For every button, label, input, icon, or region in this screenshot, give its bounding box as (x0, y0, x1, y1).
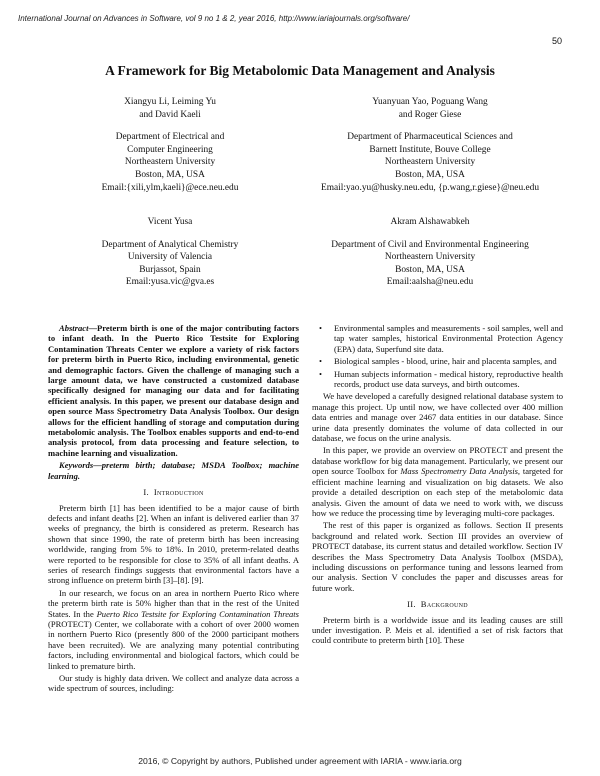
author-email: Email:yao.yu@husky.neu.edu, {p.wang,r.giese}@neu.edu (320, 182, 540, 193)
list-item: • Biological samples - blood, urine, hair and placenta samples, and (334, 356, 563, 366)
text-run: In this paper, we provide an overview on PROTECT and present the database workflow for big data management. Particularly, we present our open source Toolbox for (312, 445, 563, 477)
author-names: Akram Alshawabkeh (390, 217, 470, 227)
center-name-italic: Puerto Rico Testsite for Exploring Contamination Threats (96, 608, 299, 619)
paper-title: A Framework for Big Metabolomic Data Management and Analysis (105, 63, 495, 78)
right-paragraph-2 (312, 445, 563, 518)
abstract-label: Abstract (59, 323, 89, 333)
journal-header: International Journal on Advances in Software, vol 9 no 1 & 2, year 2016, http://www.iariajournals.org/software/ (18, 14, 410, 23)
keywords-label: Keywords (59, 460, 94, 471)
right-paragraph-3: The rest of this paper is organized as follows. Section II presents background and related work. Section III provides an overview of PROTECT database, its current status and detailed workflow. Section IV describes the Mass Spectrometry Data Analysis Toolbox (MSDA), including discussions on performance tuning and lessons learned from our analysis. Section V concludes the paper and discusses areas for future work. (312, 520, 563, 593)
section-number: I. (143, 487, 149, 498)
section-number: II. (407, 599, 416, 610)
author-names: Yuanyuan Yao, Poguang Wang (372, 97, 488, 107)
affiliation-line: Northeastern University (124, 157, 216, 168)
author-block-2 (270, 96, 590, 194)
keywords (48, 460, 299, 481)
author-block-4 (270, 216, 590, 289)
author-email: Email:aalsha@neu.edu (386, 277, 474, 288)
affiliation-line: Boston, MA, USA (395, 169, 465, 180)
affiliation-line: Department of Analytical Chemistry (101, 239, 239, 250)
data-sources-list (312, 323, 563, 389)
section-heading-background (312, 599, 563, 609)
author-names: and David Kaeli (139, 109, 201, 120)
list-item: • Human subjects information - medical history, reproductive health records, product use data surveys, and birth outcomes. (334, 369, 563, 390)
author-names: Vicent Yusa (147, 217, 193, 227)
affiliation-line: Department of Electrical and (115, 132, 225, 143)
affiliation-line: Computer Engineering (127, 144, 213, 155)
affiliation-line: Northeastern University (384, 252, 476, 263)
abstract (48, 323, 299, 458)
affiliation-line: Burjassot, Spain (139, 264, 201, 275)
author-block-1 (60, 96, 280, 194)
intro-paragraph-1: Preterm birth [1] has been identified to be a major cause of birth defects and infant deaths [2]. When an infant is delivered earlier than 37 weeks of pregnancy, the birth is considered as preterm. Research has shown that since 1990, the rate of preterm birth has been increasing worldwide, ranging from 5% to 18%. In 2010, preterm-related deaths were reported to be responsible for close to 35% of all infant deaths. A series of research findings suggests that environmental factors have a strong influence on preterm birth [3]–[8]. [9]. (48, 502, 299, 586)
author-names: and Roger Giese (398, 109, 462, 120)
text-run: In our research, we focus on an area in northern Puerto Rico where the preterm birth rate is 50% higher than that in the rest of the United States. In the (48, 587, 299, 619)
right-column (312, 323, 563, 648)
text-run: , targeted for efficient machine learning and visualization on big datasets. We also provide a detailed description on each step of the metabolomic data analysis. Given the amount of data we need to work with, we discuss how we reduce the processing time by leveraging multi-core packages. (312, 466, 563, 518)
author-names: Xiangyu Li, Leiming Yu (124, 97, 216, 107)
keywords-text: —preterm birth; database; MSDA Toolbox; machine learning. (48, 460, 299, 481)
toolbox-name-italic: Mass Spectrometry Data Analysis (400, 466, 518, 477)
affiliation-line: Boston, MA, USA (135, 169, 205, 180)
right-paragraph-1: We have developed a carefully designed relational database system to manage this project. Up until now, we have collected over 400 million data entries and manage over 2467 data entities in our database. Since urine data presently dominates the volume of data collected in our database, we focus on the urine analysis. (312, 391, 563, 444)
author-email: Email:{xili,ylm,kaeli}@ece.neu.edu (101, 182, 239, 193)
background-paragraph-1: Preterm birth is a worldwide issue and its leading causes are still under investigation. P. Meis et al. identified a set of risk factors that could contribute to preterm birth [10]. These (312, 614, 563, 646)
copyright-footer: 2016, © Copyright by authors, Published under agreement with IARIA - www.iaria.org (138, 756, 462, 766)
author-block-3 (60, 216, 280, 289)
section-title: Introduction (153, 487, 204, 498)
left-column (48, 323, 299, 696)
affiliation-line: Barnett Institute, Bouve College (369, 144, 491, 155)
list-item: • Environmental samples and measurements - soil samples, well and tap water samples, historical Environmental Protection Agency (EPA) data, Superfund site data. (334, 323, 563, 354)
page-number: 50 (551, 36, 562, 46)
abstract-text: —Preterm birth is one of the major contributing factors to infant death. In the Puerto Rico Testsite for Exploring Contamination Threats Center we explore a variety of risk factors for preterm birth in Puerto Rico, including environmental, genetic and demographic factors. Given the challenge of managing such a large amount data, we have constructed a customized database specifically designed for managing our data and for facilitating efficient analysis. In this paper, we present our database design and open source Mass Spectrometry Data Analysis Toolbox. Our design allows for the efficient handling of storage and computation during metabolomic analysis. The Toolbox enables supports and end-to-end analysis protocol, from data processing and feature selection, to machine learning and visualization. (48, 323, 299, 458)
author-email: Email:yusa.vic@gva.es (125, 277, 215, 288)
intro-paragraph-2 (48, 588, 299, 671)
affiliation-line: Department of Civil and Environmental Engineering (331, 239, 529, 250)
affiliation-line: Northeastern University (384, 157, 476, 168)
text-run: (PROTECT) Center, we collaborate with a cohort of over 2000 women in northern Puerto Rico (presently 800 of the 2000 participant mothers have been recruited). We are analyzing many potential contributing factors, including environmental and biological factors, which could be linked to premature birth. (48, 618, 299, 671)
affiliation-line: Boston, MA, USA (395, 264, 465, 275)
section-title: Background (420, 599, 468, 610)
affiliation-line: University of Valencia (127, 252, 213, 263)
section-heading-introduction (48, 487, 299, 497)
intro-paragraph-3: Our study is highly data driven. We collect and analyze data across a wide spectrum of sources, including: (48, 673, 299, 694)
affiliation-line: Department of Pharmaceutical Sciences and (347, 132, 513, 143)
